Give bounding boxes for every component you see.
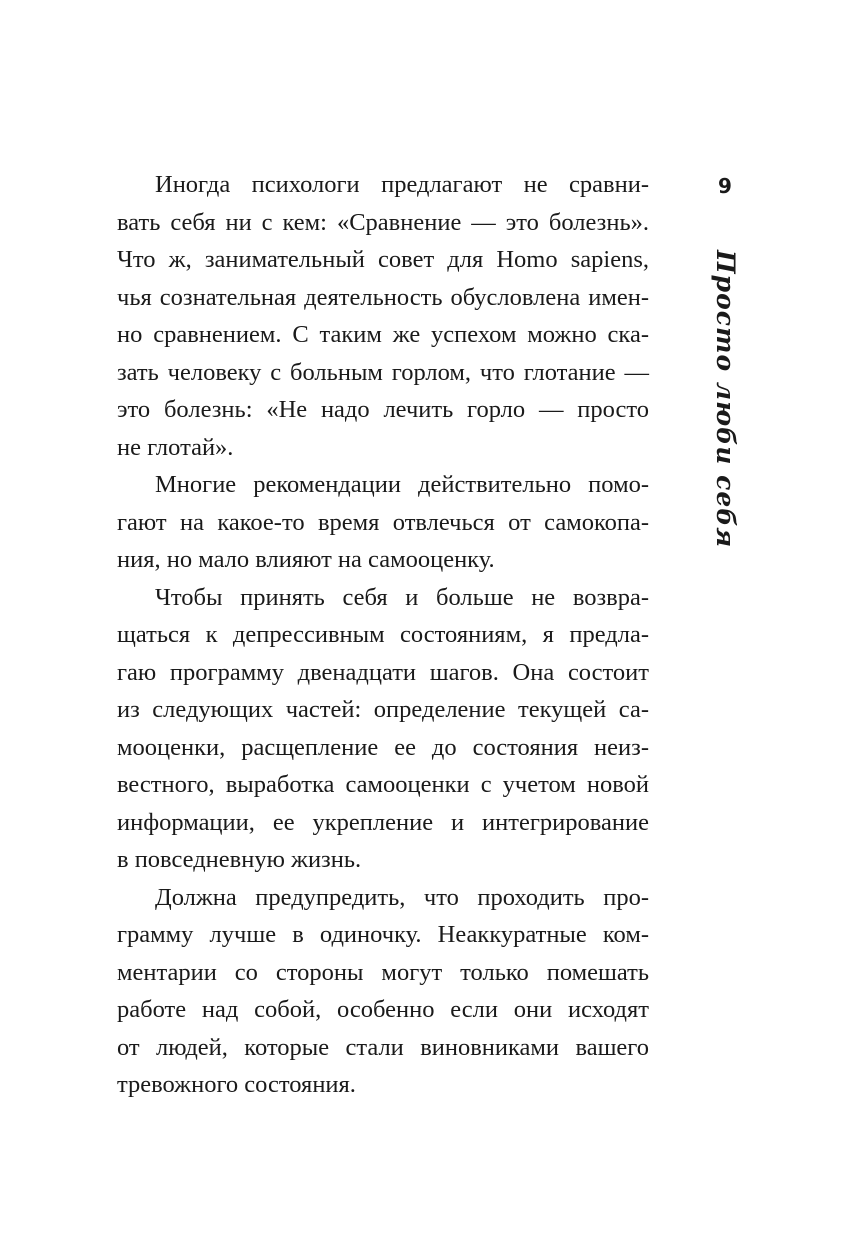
body-text — [117, 166, 649, 1104]
text-line: от людей, которые стали виновниками вашего — [117, 1033, 649, 1061]
page-number: 9 — [718, 174, 732, 198]
text-line: Чтобы принять себя и больше не возвра- — [155, 583, 649, 611]
text-line: это болезнь: «Не надо лечить горло — просто — [117, 396, 649, 423]
text-line: грамму лучше в одиночку. Неаккуратные ком- — [117, 921, 649, 948]
text-line: не глотай». — [117, 433, 234, 461]
text-line: зать человеку с больным горлом, что глотание — — [117, 358, 649, 386]
text-line: вать себя ни с кем: «Сравнение — это болезнь». — [117, 208, 649, 236]
text-line: тревожного состояния. — [117, 1071, 356, 1098]
text-line: щаться к депрессивным состояниям, я предла- — [117, 621, 649, 648]
text-line: Многие рекомендации действительно помо- — [155, 471, 649, 498]
text-line: работе над собой, особенно если они исходят — [117, 996, 649, 1023]
text-line: но сравнением. С таким же успехом можно ска- — [117, 321, 649, 348]
text-line: гают на какое-то время отвлечься от самокопа- — [117, 508, 649, 536]
text-line: Иногда психологи предлагают не сравни- — [155, 171, 649, 198]
text-line: чья сознательная деятельность обусловлена имен- — [117, 283, 649, 311]
text-line: информации, ее укрепление и интегрирование — [117, 808, 649, 836]
text-line: вестного, выработка самооценки с учетом новой — [117, 771, 649, 798]
text-line: Должна предупредить, что проходить про- — [155, 883, 649, 911]
text-line: гаю программу двенадцати шагов. Она состоит — [117, 658, 649, 686]
text-line: мооценки, расщепление ее до состояния неиз- — [117, 733, 649, 761]
text-line: из следующих частей: определение текущей са- — [117, 696, 649, 723]
text-line: в повседневную жизнь. — [117, 846, 362, 873]
text-line: ния, но мало влияют на самооценку. — [117, 546, 495, 573]
running-head: Просто люби себя — [711, 250, 740, 549]
text-line: ментарии со стороны могут только помешать — [117, 958, 649, 986]
text-line: Что ж, занимательный совет для Homo sapiens, — [117, 246, 649, 273]
